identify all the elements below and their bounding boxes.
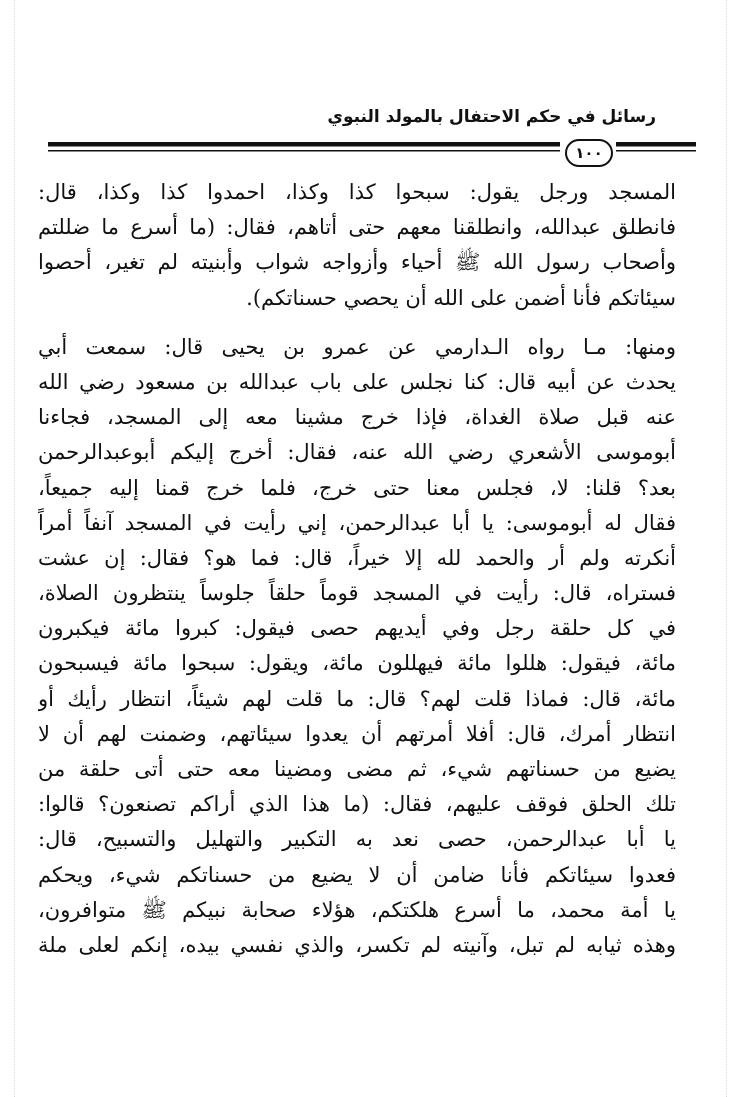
paragraph-gap [38, 316, 676, 330]
text-line: انتظار أمرك، قال: أفلا أمرتهم أن يعدوا سيئاتهم، وضمنت لهم أن لا [38, 721, 676, 746]
header-rule-thin-line [48, 150, 560, 152]
text-line: يا أمة محمد، ما أسرع هلكتكم، هؤلاء صحابة نبيكم ﷺ متوافرون، [38, 897, 676, 922]
header-rule-thick-line-right [616, 142, 696, 147]
page-number-badge: ١٠٠ [565, 139, 613, 167]
text-line: يحدث عن أبيه قال: كنا نجلس على باب عبدالله بن مسعود رضي الله [38, 369, 676, 394]
text-line: فعدوا سيئاتكم فأنا ضامن أن لا يضيع من حسناتكم شيء، ويحكم [38, 862, 676, 887]
paragraph [38, 175, 676, 316]
text-line: أنكرته ولم أر والحمد لله إلا خيراً، قال: فما هو؟ فقال: إن عشت [38, 545, 676, 570]
header-rule-thin-line-right [616, 150, 696, 152]
text-line: وأصحاب رسول الله ﷺ أحياء وأزواجه شواب وأبنيته لم تغير، أحصوا [38, 250, 676, 275]
body-text [38, 175, 676, 963]
text-line: فانطلق عبدالله، وانطلقنا معهم حتى أتاهم، فقال: (ما أسرع ما ضللتم [38, 215, 676, 240]
text-line: أبوموسى الأشعري رضي الله عنه، فقال: أخرج إليكم أبوعبدالرحمن [38, 440, 676, 465]
text-line: المسجد ورجل يقول: سبحوا كذا وكذا، احمدوا كذا وكذا، قال: [38, 180, 676, 204]
running-title: رسائل في حكم الاحتفال بالمولد النبوي [327, 107, 656, 127]
text-line: مائة، قال: فماذا قلت لهم؟ قال: ما قلت لهم شيئاً، انتظار رأيك أو [38, 686, 676, 711]
text-line: فقال له أبوموسى: يا أبا عبدالرحمن، إني رأيت في المسجد آنفاً أمراً [38, 510, 676, 535]
text-line: سيئاتكم فأنا أضمن على الله أن يحصي حسناتكم). [246, 285, 676, 310]
text-line: مائة، فيقول: هللوا مائة فيهللون مائة، ويقول: سبحوا مائة فيسبحون [38, 651, 676, 676]
header-rule-thick-line [48, 142, 560, 147]
text-line: وهذه ثيابه لم تبل، وآنيته لم تكسر، والذي نفسي بيده، إنكم لعلى ملة [38, 932, 676, 957]
paragraph [38, 330, 676, 963]
text-line: في كل حلقة رجل وفي أيديهم حصى فيقول: كبروا مائة فيكبرون [38, 616, 676, 641]
text-line: تلك الحلق فوقف عليهم، فقال: (ما هذا الذي أراكم تصنعون؟ قالوا: [38, 792, 676, 817]
text-line: عنه قبل صلاة الغداة، فإذا خرج مشينا معه إلى المسجد، فجاءنا [38, 405, 676, 430]
text-line: بعد؟ قلنا: لا، فجلس معنا حتى خرج، فلما خرج قمنا إليه جميعاً، [38, 475, 676, 500]
text-line: يضيع من حسناتهم شيء، ثم مضى ومضينا معه حتى أتى حلقة من [38, 757, 676, 781]
text-line: فستراه، قال: رأيت في المسجد قوماً حلقاً جلوساً ينتظرون الصلاة، [38, 581, 676, 606]
page-header [0, 95, 746, 175]
text-line: يا أبا عبدالرحمن، حصى نعد به التكبير والتهليل والتسبيح، قال: [38, 827, 676, 852]
text-line: ومنها: مـا رواه الـدارمي عن عمرو بن يحيى قال: سمعت أبي [38, 334, 676, 359]
